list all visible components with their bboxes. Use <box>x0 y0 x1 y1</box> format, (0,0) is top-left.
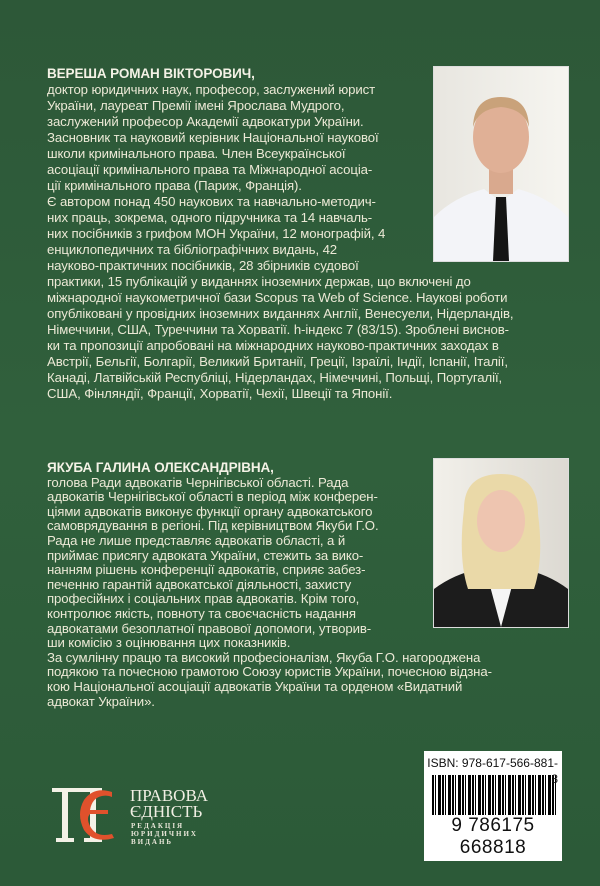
bio-line: школи кримінального права. Член Всеукраїнської <box>47 146 346 161</box>
bio-line: них посібників з грифом МОН України, 12 монографій, 4 <box>47 226 386 241</box>
bio-line: печенню гарантій адвокатської діяльності, захисту <box>47 576 352 592</box>
bio-line: практики, 15 публікацій у виданнях іноземних держав, що включені до <box>47 274 471 289</box>
bio-line: приймає присягу адвоката України, стежить за вико- <box>47 547 364 563</box>
barcode-number: 9 786175 668818 <box>426 815 560 859</box>
bio-line: ки та пропозиції апробовані на міжнародних науково-практичних заходах в <box>47 338 499 353</box>
bio-line: міжнародної наукометричної бази Scopus та Web of Science. Наукові роботи <box>47 290 508 305</box>
bio-line: ції кримінального права (Париж, Франція). <box>47 178 302 193</box>
publisher-name: ПРАВОВА ЄДНІСТЬ <box>130 786 208 821</box>
bio-line: України, лауреат Премії імені Ярослава Мудрого, <box>47 98 345 113</box>
isbn-barcode-box <box>424 751 562 861</box>
bio-line: голова Ради адвокатів Чернігівської області. Рада <box>47 474 349 490</box>
bio-line: професійних і соціальних прав адвокатів. Крім того, <box>47 591 360 607</box>
bio-line: Німеччини, США, Туреччини та Хорватії. h-індекс 7 (83/15). Зроблені виснов- <box>47 322 509 337</box>
bio-line: кою Національної асоціації адвокатів України та орденом «Видатний <box>47 678 463 694</box>
bio-line: подякою та почесною грамотою Союзу юристів України, почесною відзна- <box>47 664 492 680</box>
bio-line: заслужений професор Академії адвокатури України. <box>47 114 364 129</box>
bio-line: них праць, зокрема, одного підручника та 14 навчаль- <box>47 210 373 225</box>
bio-line: США, Фінляндії, Франції, Хорватії, Чехії, Швеції та Японії. <box>47 386 393 401</box>
bio-line: ціями адвокатів виконує функції органу адвокатського <box>47 503 373 519</box>
bio-line: Засновник та науковий керівник Національної наукової <box>47 130 379 145</box>
author-name: ЯКУБА ГАЛИНА ОЛЕКСАНДРІВНА, <box>47 460 274 475</box>
bio-text <box>47 476 492 710</box>
publisher-subtitle: РЕДАКЦІЯ ЮРИДИЧНИХ ВИДАНЬ <box>131 822 198 846</box>
bio-line: Канаді, Латвійській Республіці, Нідерландах, Німеччині, Польщі, Португалії, <box>47 370 503 385</box>
bio-line: опубліковані у провідних іноземних виданнях Англії, Венесуели, Нідерландів, <box>47 306 514 321</box>
publisher-mark-icon <box>50 784 120 844</box>
bio-line: За сумлінну працю та високий професіоналізм, Якуба Г.О. нагороджена <box>47 649 481 665</box>
bio-line: самоврядування в регіоні. Під керівництвом Якуби Г.О. <box>47 518 379 534</box>
publisher-logo <box>50 784 208 849</box>
bio-line: Австрії, Бельгії, Болгарії, Великий Британії, Греції, Ізраїлі, Індії, Іспанії, Італії, <box>47 354 508 369</box>
bio-line: нанням рішень конференції адвокатів, сприяє забез- <box>47 562 366 578</box>
bio-line: Є автором понад 450 наукових та навчально-методич- <box>47 194 376 209</box>
isbn-label: ISBN: 978-617-566-881-8 <box>424 755 558 771</box>
bio-line: Рада не лише представляє адвокатів області, а й <box>47 532 346 548</box>
author-bio-yakuba <box>47 461 492 709</box>
bio-line: енциклопедичних та бібліографічних видань, 42 <box>47 242 338 257</box>
bio-line: доктор юридичних наук, професор, заслужений юрист <box>47 82 376 97</box>
bio-line: ши комісію з оцінювання цих показників. <box>47 635 291 651</box>
bio-line: науково-практичних посібників, 28 збірників судової <box>47 258 359 273</box>
bio-line: адвокат України». <box>47 693 155 709</box>
author-photo-veresha <box>433 66 569 262</box>
woman-portrait-image <box>434 459 568 627</box>
bio-line: адвокатами безоплатної правової допомоги, утворив- <box>47 620 372 636</box>
bio-line: адвокатів Чернігівської області в період між конферен- <box>47 489 378 505</box>
bio-line: контролює якість, повноту та своєчасність надання <box>47 605 356 621</box>
author-name: ВЕРЕША РОМАН ВІКТОРОВИЧ, <box>47 66 255 81</box>
bio-line: асоціації кримінального права та Міжнародної асоціа- <box>47 162 373 177</box>
man-portrait-image <box>434 67 568 261</box>
author-photo-yakuba <box>433 458 569 628</box>
